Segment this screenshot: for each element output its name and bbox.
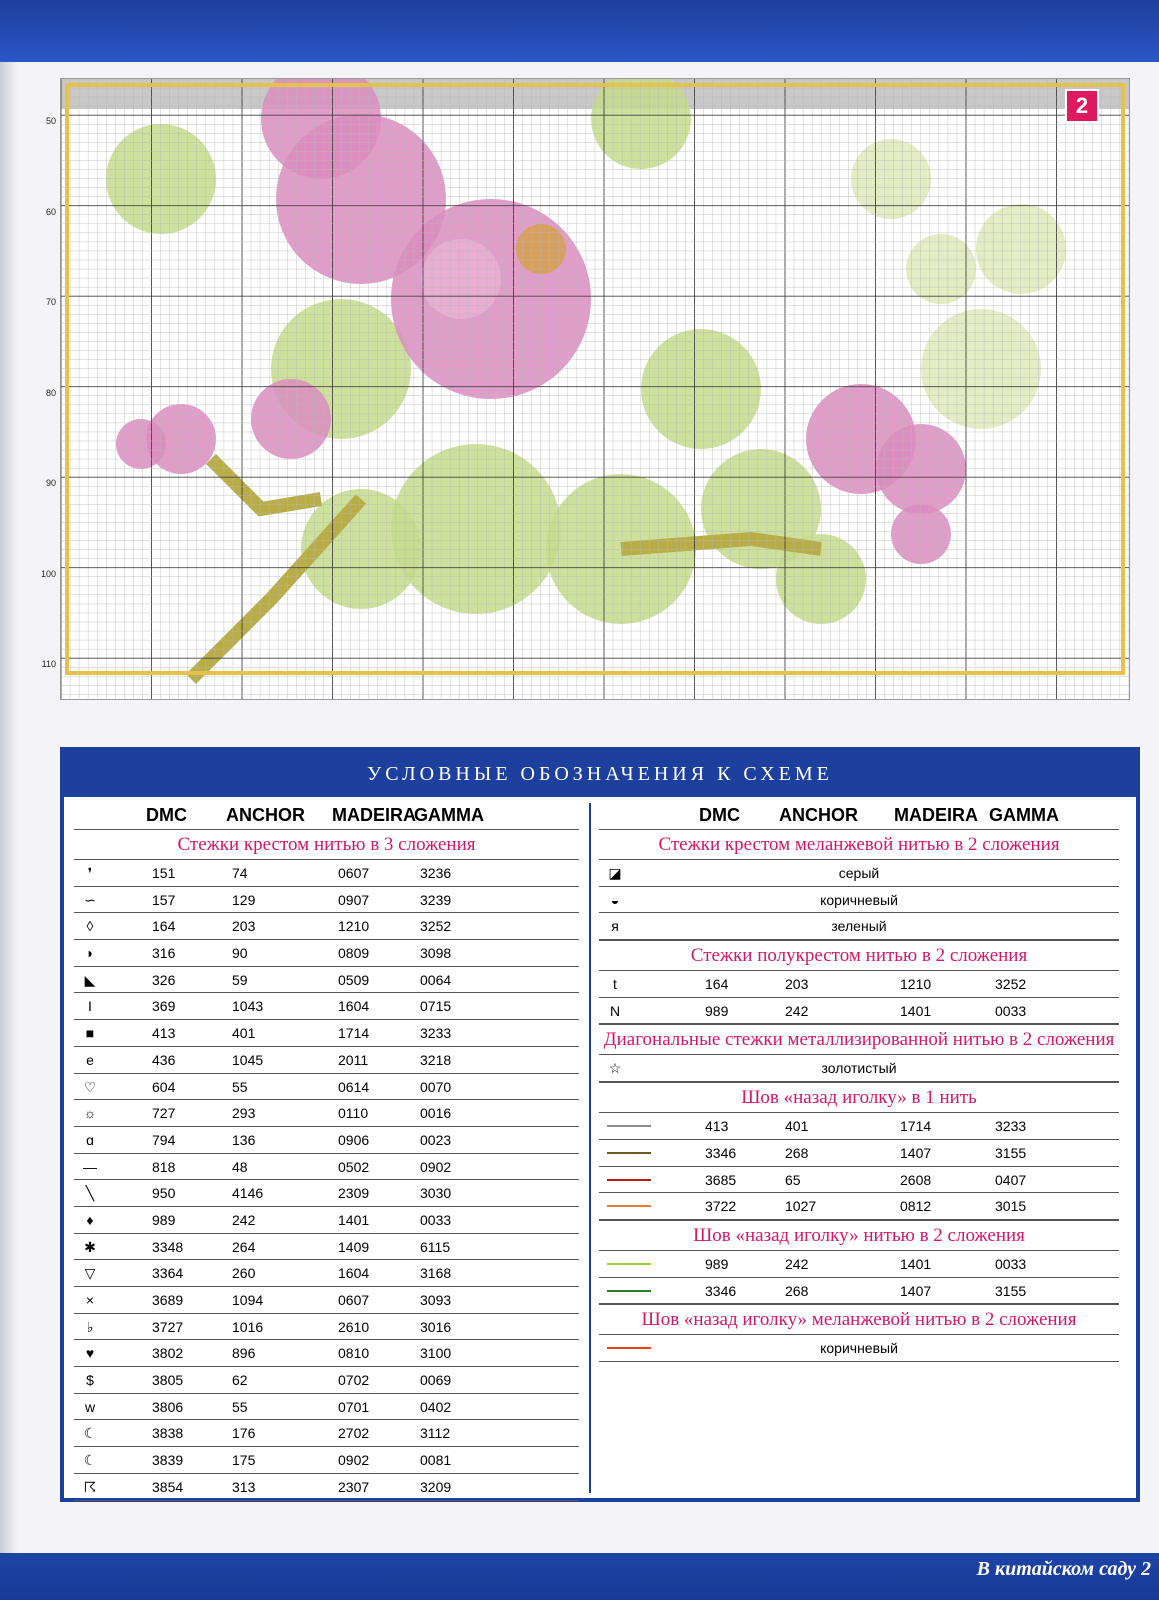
thread-code-dmc: 3854 [152, 1478, 184, 1495]
thread-description: коричневый [820, 891, 898, 908]
thread-code-anchor: 1016 [232, 1318, 264, 1335]
stitch-symbol-icon: ɑ [86, 1131, 94, 1148]
backstitch-line-swatch [607, 1179, 651, 1181]
legend-row [599, 860, 1119, 887]
stitch-symbol-icon: ☾ [83, 1452, 97, 1469]
thread-code-dmc: 3727 [152, 1318, 184, 1335]
thread-code-dmc: 3722 [705, 1198, 737, 1215]
stitch-symbol-icon: t [613, 976, 617, 993]
thread-code-dmc: 3805 [152, 1372, 184, 1389]
stitch-symbol-icon: ✱ [84, 1238, 96, 1255]
thread-code-gamma: 3236 [420, 865, 452, 881]
stitch-symbol-icon: ◣ [84, 971, 96, 988]
legend-row [74, 1074, 579, 1101]
thread-code-gamma: 3252 [420, 918, 452, 935]
legend-row [74, 913, 579, 940]
chart-row-label: 90 [45, 478, 56, 488]
thread-code-anchor: 268 [785, 1282, 809, 1299]
thread-code-gamma: 0715 [420, 998, 452, 1015]
thread-code-gamma: 3218 [420, 1051, 452, 1068]
thread-code-madeira: 0810 [338, 1345, 370, 1362]
legend-row [74, 1207, 579, 1234]
thread-code-anchor: 896 [232, 1345, 256, 1362]
thread-code-madeira: 1401 [338, 1211, 370, 1228]
thread-code-dmc: 3364 [152, 1265, 184, 1282]
legend-row [599, 1055, 1119, 1082]
stitch-symbol-icon: ☾ [83, 1425, 97, 1442]
section-title: Шов «назад иголку» нитью в 2 сложения [599, 1220, 1119, 1251]
thread-code-dmc: 413 [705, 1118, 729, 1135]
section-title: Стежки крестом меланжевой нитью в 2 сложения [599, 829, 1119, 860]
thread-code-anchor: 293 [232, 1105, 256, 1122]
stitch-symbol-icon: ♦ [86, 1211, 94, 1228]
stitch-symbol-icon: — [83, 1158, 97, 1175]
chart-row-label: 80 [45, 387, 56, 398]
thread-code-madeira: 2309 [338, 1185, 370, 1202]
stitch-symbol-icon: ☼ [83, 1105, 97, 1122]
legend-row [599, 998, 1119, 1025]
thread-code-madeira: 1714 [900, 1118, 932, 1135]
thread-code-gamma: 0033 [995, 1002, 1027, 1019]
legend-row [74, 1047, 579, 1074]
column-header: DMC [699, 805, 740, 825]
legend-row [599, 1251, 1119, 1278]
legend-row [74, 1314, 579, 1341]
stitch-symbol-icon: × [85, 1292, 95, 1308]
chart-stem [211, 459, 321, 509]
legend-row [74, 1100, 579, 1127]
thread-code-gamma: 0064 [420, 971, 452, 988]
stitch-symbol-icon: w [84, 1398, 96, 1415]
thread-code-dmc: 989 [705, 1255, 729, 1272]
stitch-symbol-icon: ◊ [86, 918, 94, 935]
thread-code-gamma: 3233 [995, 1118, 1027, 1135]
stitch-symbol-icon: я [611, 918, 619, 935]
thread-code-madeira: 1407 [900, 1282, 932, 1299]
legend-row [599, 971, 1119, 998]
thread-code-dmc: 326 [152, 971, 176, 988]
thread-code-madeira: 2702 [338, 1425, 370, 1442]
thread-code-dmc: 369 [152, 998, 176, 1015]
thread-code-madeira: 1210 [338, 918, 370, 935]
legend-row [599, 1167, 1119, 1194]
stitch-symbol-icon: ∽ [84, 891, 96, 908]
thread-code-madeira: 0607 [338, 865, 370, 881]
thread-code-dmc: 436 [152, 1051, 176, 1068]
thread-code-anchor: 203 [785, 976, 809, 993]
thread-code-gamma: 3155 [995, 1282, 1027, 1299]
legend-row [74, 1287, 579, 1314]
thread-code-madeira: 0906 [338, 1131, 370, 1148]
stitch-symbol-icon: ♭ [86, 1318, 94, 1335]
thread-code-dmc: 3689 [152, 1292, 184, 1308]
thread-code-gamma: 0081 [420, 1452, 452, 1469]
thread-code-dmc: 3346 [705, 1282, 737, 1299]
thread-code-dmc: 3348 [152, 1238, 184, 1255]
legend-row [599, 1193, 1119, 1220]
thread-code-dmc: 989 [152, 1211, 176, 1228]
legend-row [74, 1394, 579, 1421]
thread-code-gamma: 0902 [420, 1158, 452, 1175]
legend-right-column [599, 803, 1119, 1362]
thread-code-dmc: 727 [152, 1105, 176, 1122]
backstitch-line-swatch [607, 1290, 651, 1292]
thread-code-dmc: 3346 [705, 1144, 737, 1161]
thread-code-anchor: 1043 [232, 998, 264, 1015]
thread-description: коричневый [820, 1340, 898, 1357]
thread-code-dmc: 3839 [152, 1452, 184, 1469]
legend-row [74, 1260, 579, 1287]
thread-code-madeira: 2610 [338, 1318, 370, 1335]
backstitch-line-swatch [607, 1205, 651, 1207]
legend-row [74, 1020, 579, 1047]
thread-code-gamma: 6115 [420, 1238, 451, 1255]
thread-code-anchor: 74 [232, 865, 248, 881]
legend-column-headers [74, 803, 579, 829]
legend-row [74, 1367, 579, 1394]
thread-code-dmc: 164 [705, 976, 729, 993]
thread-code-anchor: 313 [232, 1478, 256, 1495]
thread-code-madeira: 1604 [338, 998, 370, 1015]
legend-row [599, 1335, 1119, 1362]
thread-code-dmc: 316 [152, 945, 176, 962]
stitch-symbol-icon: ╲ [85, 1185, 95, 1202]
thread-code-gamma: 0016 [420, 1105, 452, 1122]
legend-row [74, 1340, 579, 1367]
legend-row [599, 1113, 1119, 1140]
chart-row-label: 110 [41, 659, 56, 669]
backstitch-line-swatch [607, 1152, 651, 1154]
thread-code-dmc: 794 [152, 1131, 176, 1148]
legend-left-column [74, 803, 579, 1501]
chart-motif [891, 504, 951, 564]
legend-row [74, 1420, 579, 1447]
thread-code-anchor: 129 [232, 891, 256, 908]
thread-code-dmc: 3685 [705, 1171, 737, 1188]
page-gutter [0, 62, 18, 1553]
legend-divider [589, 803, 591, 1493]
section-title: Диагональные стежки металлизированной нитью в 2 сложения [599, 1024, 1119, 1055]
chart-row-label: 100 [40, 568, 56, 579]
thread-code-gamma: 3100 [420, 1345, 452, 1362]
legend-row [74, 967, 579, 994]
thread-code-anchor: 242 [232, 1211, 256, 1228]
section-title: Стежки полукрестом нитью в 2 сложения [599, 940, 1119, 971]
stitch-symbol-icon: ❜ [87, 865, 93, 881]
thread-code-anchor: 264 [232, 1238, 256, 1255]
column-header: GAMMA [989, 805, 1059, 825]
thread-code-madeira: 0812 [900, 1198, 932, 1215]
thread-code-gamma: 0033 [420, 1211, 452, 1228]
chart-motif [116, 419, 166, 469]
legend-row [74, 1234, 579, 1261]
thread-code-anchor: 4146 [232, 1185, 264, 1202]
thread-code-madeira: 1210 [900, 976, 932, 993]
thread-code-anchor: 242 [785, 1002, 809, 1019]
chart-grid [61, 79, 1129, 699]
thread-code-anchor: 1027 [785, 1198, 817, 1215]
chart-motif [641, 329, 761, 449]
thread-code-gamma: 0407 [995, 1171, 1027, 1188]
thread-code-madeira: 1714 [338, 1025, 370, 1042]
stitch-symbol-icon: $ [86, 1372, 94, 1389]
chart-motif [516, 224, 566, 274]
thread-code-anchor: 260 [232, 1265, 256, 1282]
thread-code-dmc: 3802 [152, 1345, 184, 1362]
thread-code-anchor: 203 [232, 918, 256, 935]
legend-row [599, 1140, 1119, 1167]
thread-code-anchor: 176 [232, 1425, 256, 1442]
thread-code-anchor: 55 [232, 1398, 248, 1415]
stitch-symbol-icon: ♡ [83, 1078, 97, 1095]
thread-code-gamma: 3252 [995, 976, 1027, 993]
legend-column-headers [599, 803, 1119, 829]
thread-code-madeira: 0110 [338, 1105, 369, 1122]
legend-row [74, 860, 579, 887]
thread-code-madeira: 0502 [338, 1158, 370, 1175]
thread-code-anchor: 59 [232, 971, 248, 988]
thread-code-gamma: 3233 [420, 1025, 452, 1042]
thread-code-anchor: 65 [785, 1171, 801, 1188]
thread-code-anchor: 268 [785, 1144, 809, 1161]
legend-title: УСЛОВНЫЕ ОБОЗНАЧЕНИЯ К СХЕМЕ [64, 751, 1136, 797]
legend-row [74, 1180, 579, 1207]
thread-code-madeira: 0902 [338, 1452, 370, 1469]
stitch-symbol-icon: ☆ [608, 1060, 622, 1077]
thread-code-gamma: 3112 [420, 1425, 451, 1442]
backstitch-line-swatch [607, 1125, 651, 1127]
chart-motif [591, 79, 691, 169]
stitch-symbol-icon: ■ [85, 1025, 95, 1042]
legend-row [74, 1127, 579, 1154]
thread-code-gamma: 3155 [995, 1144, 1027, 1161]
thread-code-gamma: 3168 [420, 1265, 452, 1282]
chart-motif [251, 379, 331, 459]
stitch-symbol-icon: ◪ [608, 865, 622, 881]
chart-motif [106, 124, 216, 234]
thread-code-anchor: 175 [232, 1452, 256, 1469]
thread-code-dmc: 818 [152, 1158, 176, 1175]
thread-code-gamma: 3030 [420, 1185, 452, 1202]
cross-stitch-chart [60, 78, 1130, 700]
thread-code-anchor: 401 [785, 1118, 809, 1135]
stitch-symbol-icon: ☈ [83, 1478, 97, 1495]
thread-code-gamma: 0033 [995, 1255, 1027, 1272]
chart-motif [876, 424, 966, 514]
column-header: ANCHOR [226, 805, 305, 825]
thread-code-anchor: 90 [232, 945, 248, 962]
thread-code-madeira: 1401 [900, 1002, 932, 1019]
legend-row [599, 887, 1119, 914]
stitch-symbol-icon: N [609, 1002, 621, 1019]
legend-row [74, 1447, 579, 1474]
thread-code-anchor: 48 [232, 1158, 248, 1175]
thread-code-madeira: 2307 [338, 1478, 370, 1495]
thread-code-gamma: 3098 [420, 945, 452, 962]
chart-motif [976, 204, 1066, 294]
thread-code-madeira: 0907 [338, 891, 370, 908]
section-title: Шов «назад иголку» меланжевой нитью в 2 сложения [599, 1304, 1119, 1335]
thread-code-madeira: 0809 [338, 945, 370, 962]
column-header: MADEIRA [332, 805, 416, 825]
chart-number-badge: 2 [1065, 89, 1099, 123]
chart-row-label: 50 [45, 116, 56, 126]
thread-code-anchor: 401 [232, 1025, 256, 1042]
thread-description: зеленый [831, 918, 887, 935]
legend-row [599, 1278, 1119, 1305]
thread-code-anchor: 242 [785, 1255, 809, 1272]
thread-code-dmc: 950 [152, 1185, 176, 1202]
chart-motif [851, 139, 931, 219]
column-header: DMC [146, 805, 187, 825]
thread-code-madeira: 0607 [338, 1292, 370, 1308]
thread-code-madeira: 0702 [338, 1372, 370, 1389]
thread-code-dmc: 164 [152, 918, 176, 935]
thread-description: серый [838, 865, 880, 881]
thread-code-madeira: 1401 [900, 1255, 932, 1272]
thread-code-dmc: 3806 [152, 1398, 184, 1415]
thread-code-anchor: 1045 [232, 1051, 264, 1068]
top-band [0, 0, 1159, 62]
stitch-symbol-icon: I [88, 998, 92, 1015]
thread-code-gamma: 3093 [420, 1292, 452, 1308]
backstitch-line-swatch [607, 1263, 651, 1265]
chart-row-label: 60 [45, 206, 56, 217]
thread-code-dmc: 413 [152, 1025, 176, 1042]
stitch-symbol-icon: ◒ [610, 891, 620, 908]
legend-row [74, 1474, 579, 1501]
thread-code-gamma: 0402 [420, 1398, 452, 1415]
thread-code-anchor: 55 [232, 1078, 248, 1095]
section-title: Шов «назад иголку» в 1 нить [599, 1082, 1119, 1113]
thread-code-anchor: 1094 [232, 1292, 264, 1308]
thread-code-gamma: 3239 [420, 891, 452, 908]
thread-code-madeira: 0701 [338, 1398, 370, 1415]
legend-panel [60, 747, 1140, 1502]
stitch-symbol-icon: e [86, 1051, 94, 1068]
thread-code-gamma: 3016 [420, 1318, 452, 1335]
thread-code-anchor: 136 [232, 1131, 256, 1148]
legend-row [74, 940, 579, 967]
thread-code-madeira: 1407 [900, 1144, 932, 1161]
chart-row-label: 70 [45, 297, 56, 307]
legend-row [74, 993, 579, 1020]
thread-code-madeira: 0614 [338, 1078, 370, 1095]
thread-code-dmc: 151 [152, 865, 176, 881]
thread-code-madeira: 1409 [338, 1238, 370, 1255]
footer-text: В китайском саду 2 [976, 1558, 1151, 1580]
legend-row [599, 913, 1119, 940]
thread-code-dmc: 604 [152, 1078, 176, 1095]
thread-code-gamma: 0023 [420, 1131, 452, 1148]
stitch-symbol-icon: ♥ [85, 1345, 95, 1362]
section-title: Стежки крестом нитью в 3 сложения [74, 829, 579, 860]
thread-code-gamma: 3209 [420, 1478, 452, 1495]
thread-code-dmc: 157 [152, 891, 176, 908]
column-header: GAMMA [414, 805, 484, 825]
thread-code-gamma: 0070 [420, 1078, 452, 1095]
thread-code-madeira: 1604 [338, 1265, 370, 1282]
thread-description: золотистый [821, 1060, 897, 1077]
thread-code-dmc: 3838 [152, 1425, 184, 1442]
stitch-symbol-icon: ▽ [84, 1265, 96, 1282]
thread-code-madeira: 2011 [338, 1051, 369, 1068]
legend-row [74, 1154, 579, 1181]
column-header: MADEIRA [894, 805, 978, 825]
stitch-symbol-icon: ◗ [85, 945, 95, 962]
legend-row [74, 887, 579, 914]
thread-code-anchor: 62 [232, 1372, 248, 1389]
thread-code-gamma: 0069 [420, 1372, 452, 1389]
thread-code-madeira: 2608 [900, 1171, 932, 1188]
thread-code-dmc: 989 [705, 1002, 729, 1019]
thread-code-madeira: 0509 [338, 971, 370, 988]
column-header: ANCHOR [779, 805, 858, 825]
thread-code-gamma: 3015 [995, 1198, 1027, 1215]
